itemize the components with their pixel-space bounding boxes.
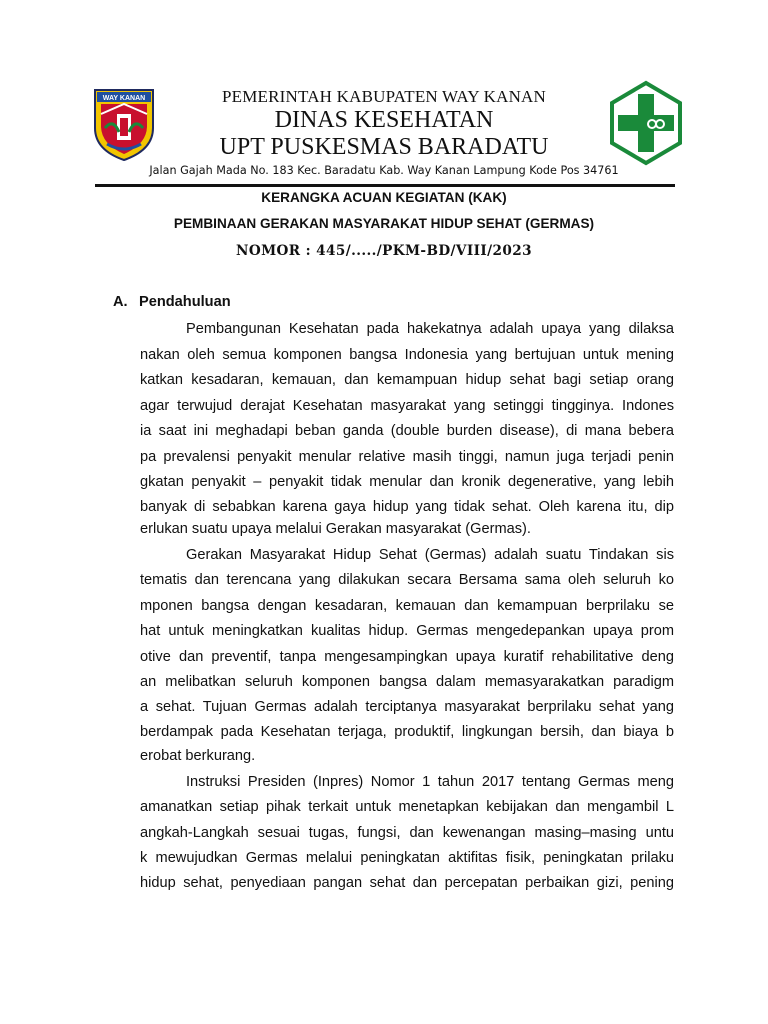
body-line: Gerakan Masyarakat Hidup Sehat (Germas) adalah suatu Tindakan sis: [186, 547, 674, 563]
body-line: angkah-Langkah sesuai tugas, fungsi, dan kewenangan masing–masing untu: [140, 825, 674, 841]
letterhead-address: Jalan Gajah Mada No. 183 Kec. Baradatu Kab. Way Kanan Lampung Kode Pos 34761: [149, 164, 619, 177]
body-line: mponen bangsa dengan kesadaran, kemauan dan kemampuan berprilaku se: [140, 598, 674, 614]
letterhead-unit: UPT PUSKESMAS BARADATU: [219, 134, 549, 160]
document-subject: PEMBINAAN GERAKAN MASYARAKAT HIDUP SEHAT (GERMAS): [173, 216, 595, 231]
body-line: k mewujudkan Germas melalui peningkatan aktifitas fisik, peningkatan prilaku: [140, 850, 674, 866]
body-line: tematis dan terencana yang dilakukan secara Bersama sama oleh seluruh ko: [140, 572, 674, 588]
body-line: hidup sehat, penyediaan pangan sehat dan percepatan perbaikan gizi, pening: [140, 875, 674, 891]
body-line: erlukan suatu upaya melalui Gerakan masyarakat (Germas).: [140, 521, 531, 537]
body-line: hat untuk meningkatkan kualitas hidup. Germas mengedepankan upaya prom: [140, 623, 674, 639]
body-line: a sehat. Tujuan Germas adalah terciptanya masyarakat berprilaku sehat yang: [140, 699, 674, 715]
body-line: amanatkan setiap pihak terkait untuk menetapkan kebijakan dan mengambil L: [140, 799, 674, 815]
body-line: ia saat ini meghadapi beban ganda (double burden disease), di mana bebera: [140, 423, 674, 439]
letterhead-agency: DINAS KESEHATAN: [274, 107, 494, 133]
body-line: Pembangunan Kesehatan pada hakekatnya adalah upaya yang dilaksa: [186, 321, 674, 337]
body-line: pa prevalensi penyakit menular relative masih tinggi, namun juga terjadi penin: [140, 449, 674, 465]
body-line: Instruksi Presiden (Inpres) Nomor 1 tahun 2017 tentang Germas meng: [186, 774, 674, 790]
body-line: an melibatkan seluruh komponen bangsa dalam memasyarakatkan paradigm: [140, 674, 674, 690]
body-line: erobat berkurang.: [140, 748, 256, 764]
body-line: katkan kesadaran, kemauan, dan kemampuan hidup sehat bagi setiap orang: [140, 372, 674, 388]
body-line: otive dan preventif, tanpa mengesampingkan upaya kuratif rehabilitative deng: [140, 649, 674, 665]
section-letter: A.: [113, 294, 128, 310]
document-title: KERANGKA ACUAN KEGIATAN (KAK): [261, 190, 507, 205]
logo-left-text: WAY KANAN: [102, 95, 146, 102]
section-title: Pendahuluan: [139, 294, 231, 310]
body-line: nakan oleh semua komponen bangsa Indonesia yang bertujuan untuk mening: [140, 347, 674, 363]
letterhead-government: PEMERINTAH KABUPATEN WAY KANAN: [221, 87, 547, 106]
section-heading: [113, 294, 231, 310]
letterhead-divider: [95, 184, 675, 187]
body-line: gkatan penyakit – penyakit tidak menular dan kronik degenerative, yang lebih: [140, 474, 674, 490]
document-number: NOMOR : 445/...../PKM-BD/VIII/2023: [236, 243, 532, 259]
body-line: berdampak pada Kesehatan terjaga, produktif, lingkungan bersih, dan biaya b: [140, 724, 674, 740]
body-line: agar terwujud derajat Kesehatan masyarakat yang setinggi tingginya. Indones: [140, 398, 674, 414]
body-line: banyak di sebabkan karena gaya hidup yang tidak sehat. Oleh karena itu, dip: [140, 499, 674, 515]
